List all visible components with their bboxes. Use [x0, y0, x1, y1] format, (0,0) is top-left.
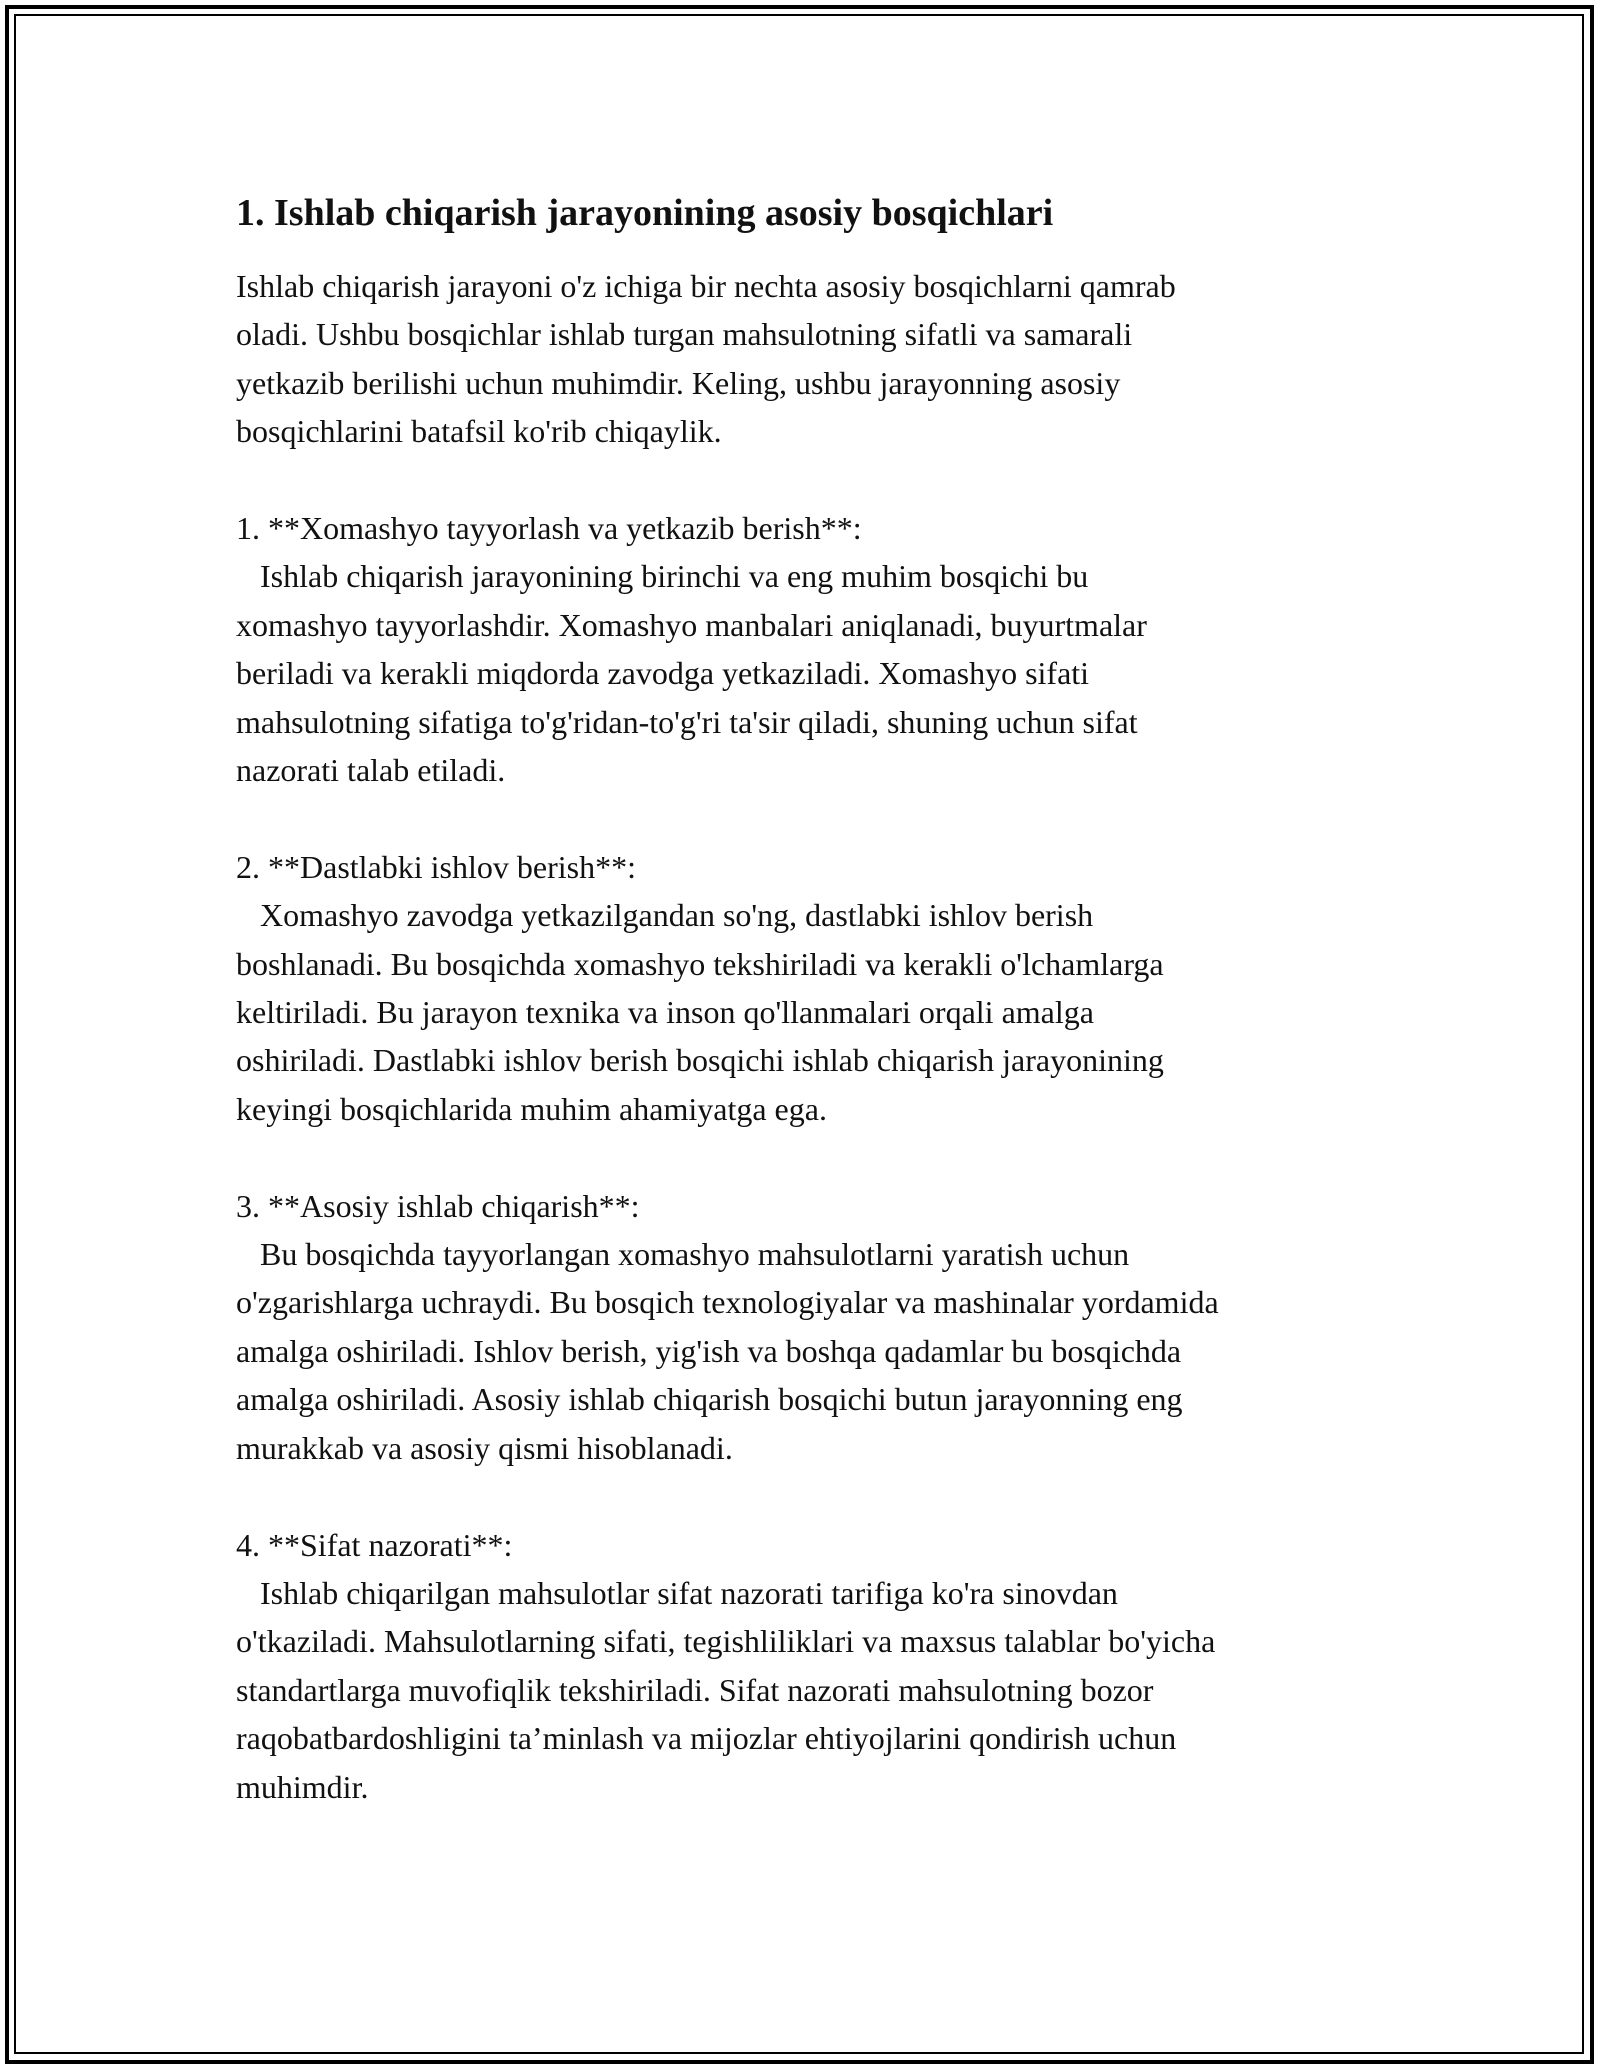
section-4 — [236, 1521, 1376, 1811]
section-heading: 3. **Asosiy ishlab chiqarish**: — [236, 1187, 640, 1224]
section-heading: 1. **Xomashyo tayyorlash va yetkazib berish**: — [236, 510, 862, 547]
document-title: 1. Ishlab chiqarish jarayonining asosiy bosqichlari — [236, 192, 1054, 234]
section-1 — [236, 504, 1376, 794]
section-2 — [236, 843, 1376, 1133]
document-body — [236, 186, 1376, 1811]
section-heading: 2. **Dastlabki ishlov berish**: — [236, 848, 636, 885]
section-heading: 4. **Sifat nazorati**: — [236, 1526, 513, 1563]
intro-paragraph: Ishlab chiqarish jarayoni o'z ichiga bir nechta asosiy bosqichlarni qamrab oladi. Ushbu bosqichlar ishlab turgan mahsulotning sifatli va samarali yetkazib berilishi uchun muhimdir. Keling, ushbu jarayonning asosiy bosqichlarini batafsil ko'rib chiqaylik. — [236, 268, 1176, 450]
section-body: Ishlab chiqarilgan mahsulotlar sifat nazorati tarifiga ko'ra sinovdan o'tkaziladi. Mahsulotlarning sifati, tegishliliklari va maxsus talablar bo'yicha standartlarga muvofiqlik tekshiriladi. Sifat nazorati mahsulotning bozor raqobatbardoshligini ta’minlash va mijozlar ehtiyojlarini qondirish uchun muhimdir. — [236, 1574, 1216, 1805]
section-body: Bu bosqichda tayyorlangan xomashyo mahsulotlarni yaratish uchun o'zgarishlarga uchraydi. Bu bosqich texnologiyalar va mashinalar yordamida amalga oshiriladi. Ishlov berish, yig'ish va boshqa qadamlar bu bosqichda amalga oshiriladi. Asosiy ishlab chiqarish bosqichi butun jarayonning eng murakkab va asosiy qismi hisoblanadi. — [236, 1236, 1219, 1466]
section-body: Ishlab chiqarish jarayonining birinchi va eng muhim bosqichi bu xomashyo tayyorlashdir. Xomashyo manbalari aniqlanadi, buyurtmalar beriladi va kerakli miqdorda zavodga yetkaziladi. Xomashyo sifati mahsulotning sifatiga to'g'ridan-to'g'ri ta'sir qiladi, shuning uchun sifat nazorati talab etiladi. — [236, 558, 1147, 789]
section-body: Xomashyo zavodga yetkazilgandan so'ng, dastlabki ishlov berish boshlanadi. Bu bosqichda xomashyo tekshiriladi va kerakli o'lchamlarga keltiriladi. Bu jarayon texnika va inson qo'llanmalari orqali amalga oshiriladi. Dastlabki ishlov berish bosqichi ishlab chiqarish jarayonining keyingi bosqichlarida muhim ahamiyatga ega. — [236, 897, 1164, 1127]
section-3 — [236, 1182, 1376, 1472]
